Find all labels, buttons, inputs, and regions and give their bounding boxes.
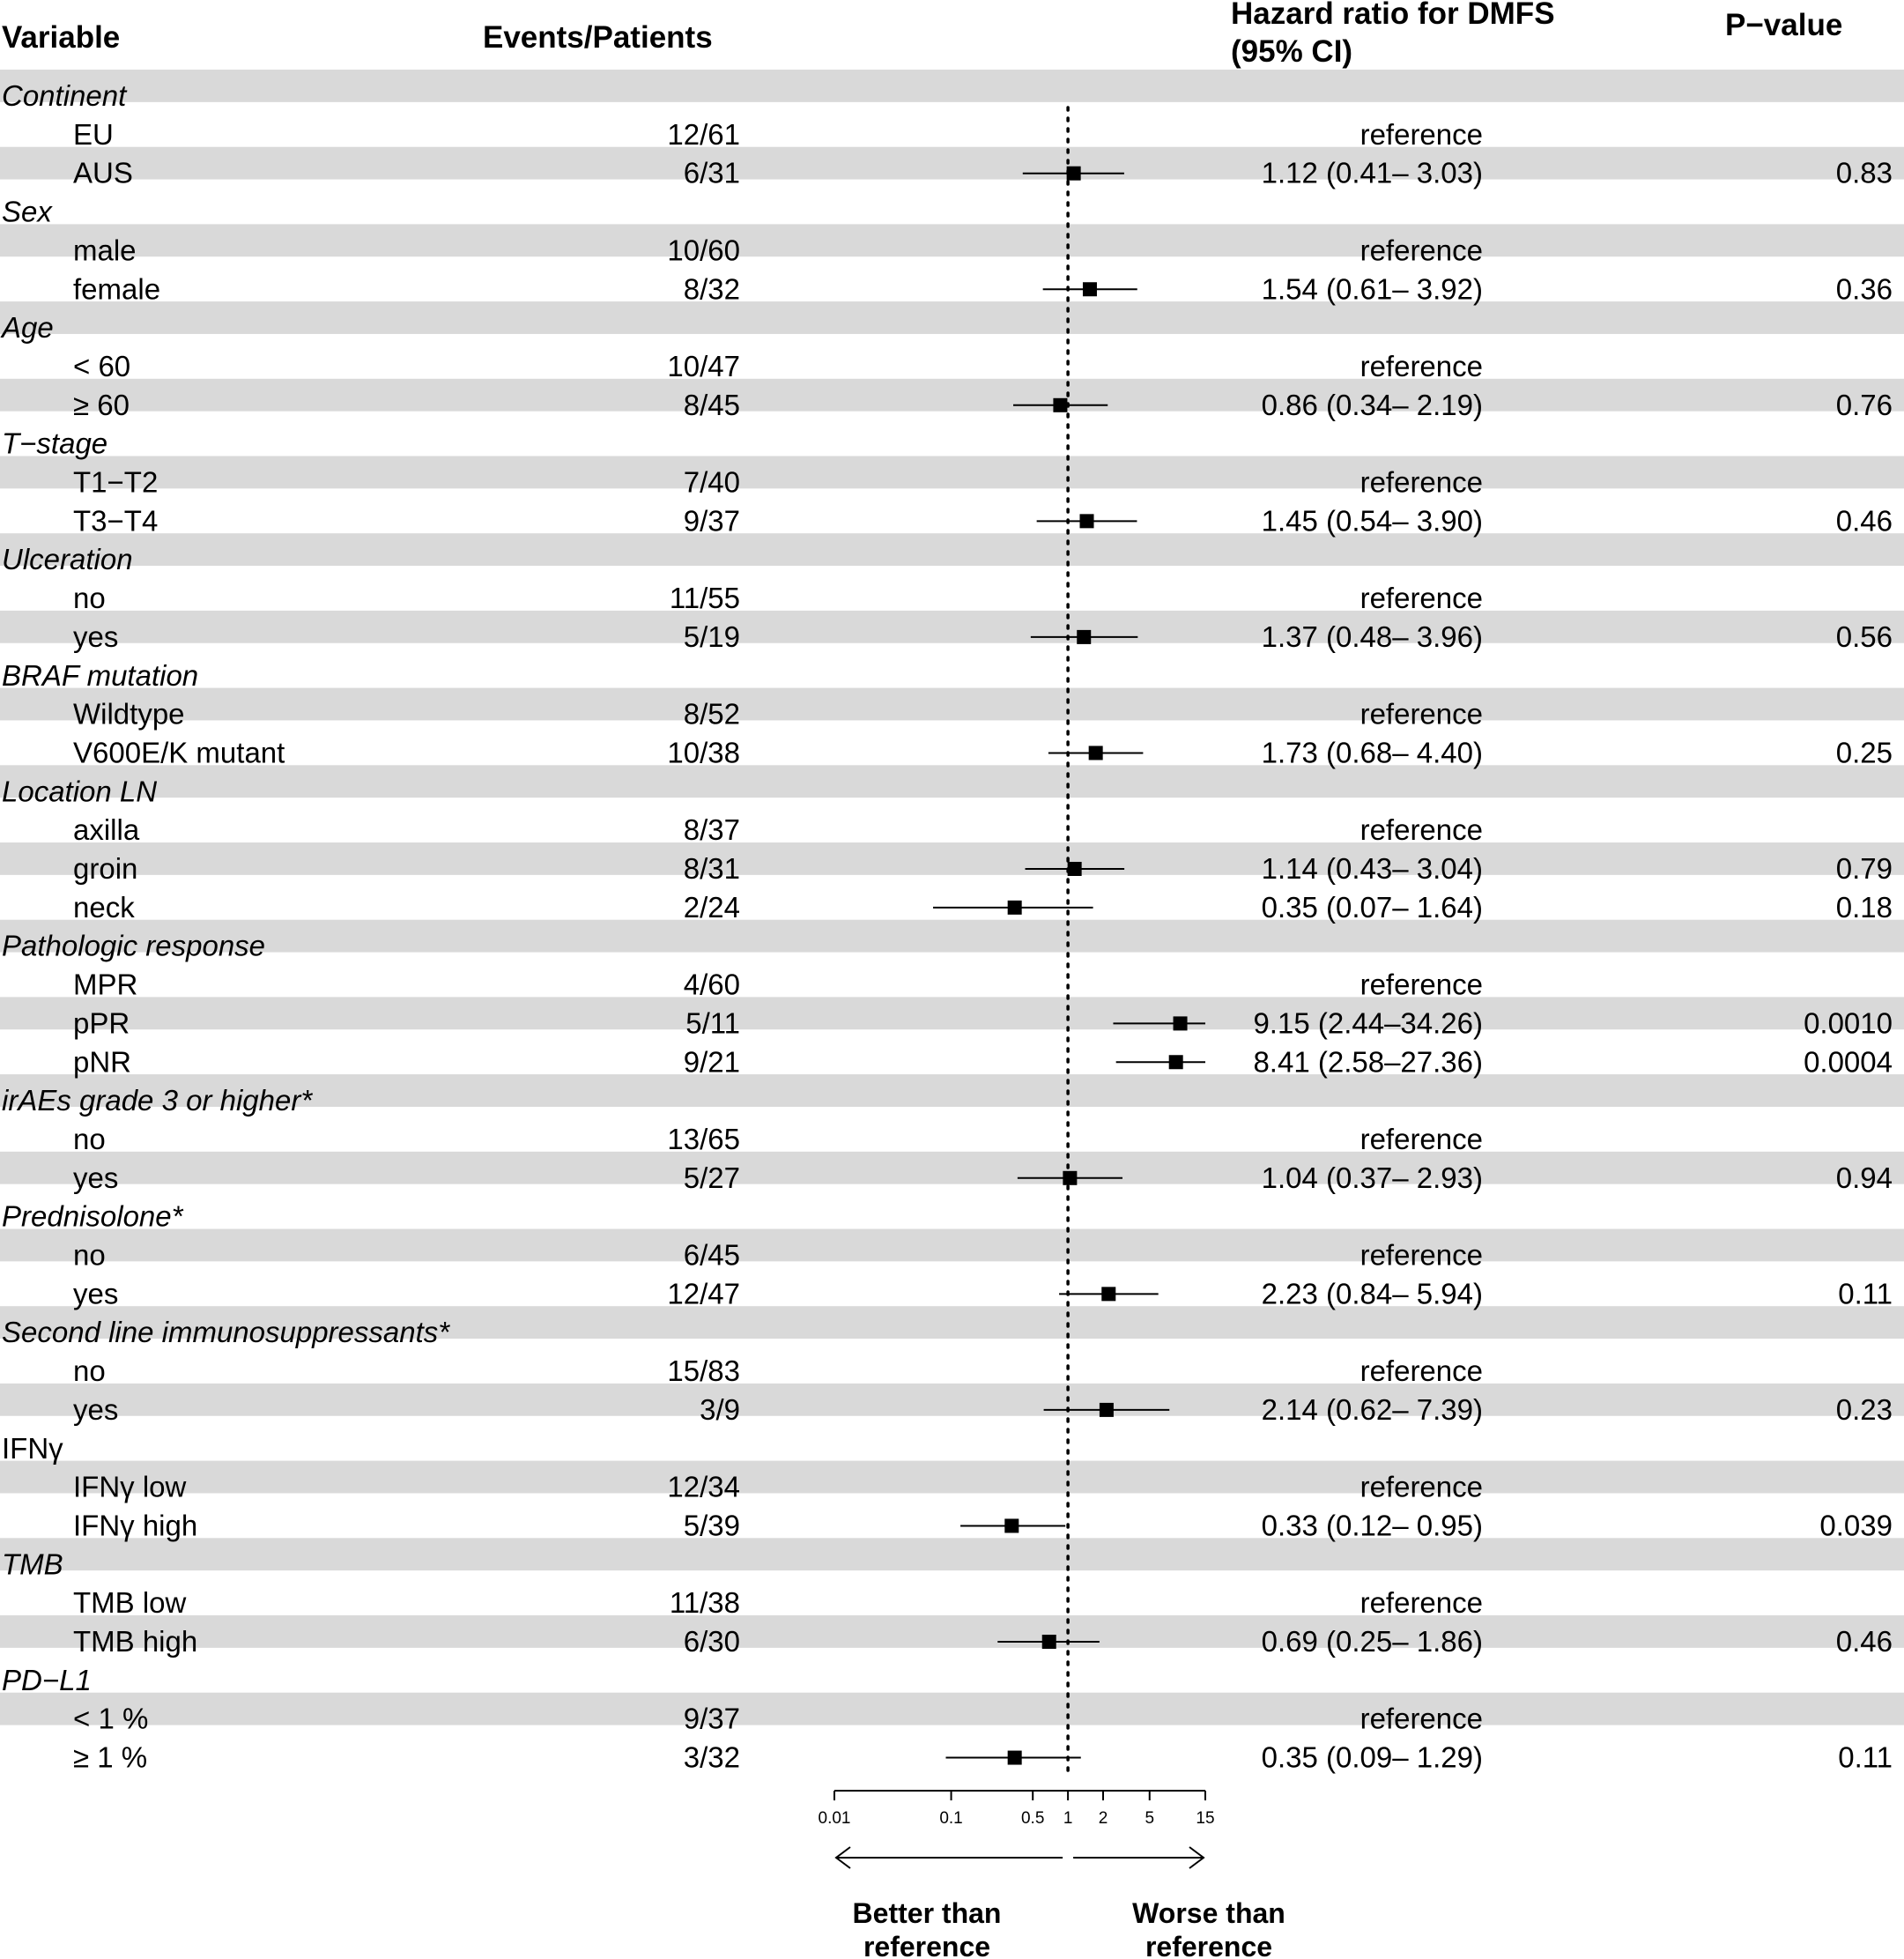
group-label: T−stage [2,427,108,460]
row-band [0,1538,1904,1570]
events-cell: 15/83 [667,1354,740,1388]
tick-label: 0.5 [1020,1809,1045,1828]
events-cell: 9/21 [683,1045,740,1079]
group-label: PD−L1 [2,1663,92,1696]
hazard-ratio-cell: 1.45 (0.54– 3.90) [1261,504,1483,538]
hazard-ratio-cell: 0.35 (0.07– 1.64) [1261,890,1483,924]
events-cell: 4/60 [683,968,740,1001]
hr-point [1101,1287,1115,1301]
hazard-ratio-cell: 2.23 (0.84– 5.94) [1261,1277,1483,1310]
hazard-ratio-cell: 0.86 (0.34– 2.19) [1261,388,1483,421]
row-label: T3−T4 [73,504,159,538]
hazard-ratio-cell: reference [1359,813,1483,847]
events-cell: 11/55 [669,582,740,615]
hr-point [1053,398,1067,412]
pvalue-cell: 0.0004 [1804,1045,1893,1079]
row-label: IFNγ low [73,1470,187,1503]
hr-point [1089,746,1103,760]
events-cell: 7/40 [683,465,740,499]
events-cell: 5/39 [683,1509,740,1542]
events-cell: 13/65 [667,1122,740,1155]
group-label: IFNγ [2,1431,63,1465]
group-label: Ulceration [2,543,133,576]
hr-point [1077,630,1091,644]
events-cell: 10/47 [667,349,740,382]
better-label-line2: reference [863,1931,991,1959]
events-cell: 8/52 [683,697,740,731]
hazard-ratio-cell: reference [1359,234,1483,267]
hazard-ratio-cell: 1.04 (0.37– 2.93) [1261,1161,1483,1194]
hazard-ratio-cell: reference [1359,1470,1483,1503]
row-label: MPR [73,968,138,1001]
hazard-ratio-cell: reference [1359,117,1483,151]
events-cell: 2/24 [683,890,740,924]
hr-point [1063,1171,1077,1185]
worse-label-line2: reference [1145,1931,1273,1959]
pvalue-cell: 0.46 [1835,504,1893,538]
row-label: Wildtype [73,697,185,731]
events-cell: 11/38 [669,1586,740,1620]
hazard-ratio-cell: 0.33 (0.12– 0.95) [1261,1509,1483,1542]
tick-label: 2 [1098,1809,1108,1828]
pvalue-cell: 0.94 [1835,1161,1893,1194]
group-label: Pathologic response [2,929,266,962]
row-label: no [73,1122,106,1155]
worse-arrow [1073,1847,1204,1868]
hazard-ratio-cell: reference [1359,1238,1483,1272]
row-label: V600E/K mutant [73,736,285,769]
events-cell: 3/9 [700,1392,740,1426]
row-label: yes [73,1161,119,1194]
events-cell: 6/31 [683,156,740,189]
row-band [0,765,1904,798]
events-cell: 6/45 [683,1238,740,1272]
events-cell: 9/37 [683,1702,740,1735]
hazard-ratio-cell: 2.14 (0.62– 7.39) [1261,1392,1483,1426]
events-cell: 8/45 [683,388,740,421]
hr-point [1067,167,1081,181]
group-label: Sex [2,195,52,228]
pvalue-cell: 0.76 [1835,388,1893,421]
row-label: TMB low [73,1586,187,1620]
row-band [0,920,1904,953]
tick-label: 15 [1196,1809,1215,1828]
row-label: EU [73,117,114,151]
hazard-ratio-cell: 8.41 (2.58–27.36) [1253,1045,1483,1079]
pvalue-cell: 0.23 [1835,1392,1893,1426]
row-label: male [73,234,137,267]
hazard-ratio-cell: reference [1359,1354,1483,1388]
hazard-ratio-cell: 1.54 (0.61– 3.92) [1261,272,1483,306]
hazard-ratio-cell: reference [1359,349,1483,382]
events-cell: 8/32 [683,272,740,306]
row-label: TMB high [73,1625,198,1658]
pvalue-cell: 0.0010 [1804,1006,1893,1040]
row-band [0,1615,1904,1648]
tick-label: 0.1 [939,1809,963,1828]
row-band [0,456,1904,489]
row-label: no [73,582,106,615]
row-band [0,842,1904,875]
hr-point [1169,1055,1183,1069]
row-band [0,70,1904,102]
group-label: irAEs grade 3 or higher* [2,1084,313,1117]
hazard-ratio-cell: reference [1359,465,1483,499]
hazard-ratio-cell: reference [1359,1702,1483,1735]
events-cell: 10/38 [667,736,740,769]
hr-point [1004,1518,1019,1532]
hazard-ratio-cell: reference [1359,1122,1483,1155]
tick-label: 5 [1145,1809,1155,1828]
row-label: groin [73,852,138,885]
hazard-ratio-cell: reference [1359,1586,1483,1620]
row-label: yes [73,1277,119,1310]
row-band [0,224,1904,256]
header-variable: Variable [2,20,121,55]
row-label: pPR [73,1006,130,1040]
row-label: no [73,1354,106,1388]
row-label: axilla [73,813,140,847]
events-cell: 12/47 [667,1277,740,1310]
hazard-ratio-cell: 1.12 (0.41– 3.03) [1261,156,1483,189]
hazard-ratio-cell: reference [1359,697,1483,731]
header-pvalue: P−value [1725,8,1843,42]
pvalue-cell: 0.18 [1835,890,1893,924]
hazard-ratio-cell: 0.35 (0.09– 1.29) [1261,1740,1483,1774]
events-cell: 8/37 [683,813,740,847]
tick-label: 1 [1063,1809,1073,1828]
row-band [0,1229,1904,1262]
hazard-ratio-cell: 1.73 (0.68– 4.40) [1261,736,1483,769]
row-label: ≥ 1 % [73,1740,148,1774]
row-label: neck [73,890,135,924]
row-band [0,147,1904,180]
row-band [0,688,1904,721]
row-band [0,379,1904,412]
events-cell: 3/32 [683,1740,740,1774]
tick-label: 0.01 [818,1809,851,1828]
row-label: pNR [73,1045,132,1079]
events-cell: 5/11 [685,1006,740,1040]
group-label: Continent [2,79,127,112]
events-cell: 6/30 [683,1625,740,1658]
row-band [0,301,1904,334]
header-events: Events/Patients [483,20,713,55]
events-cell: 9/37 [683,504,740,538]
pvalue-cell: 0.46 [1835,1625,1893,1658]
hr-point [1083,282,1097,296]
events-cell: 10/60 [667,234,740,267]
events-cell: 8/31 [683,852,740,885]
header-hazard-ratio-line1: Hazard ratio for DMFS [1231,0,1555,31]
events-cell: 12/61 [667,117,740,151]
row-band [0,1384,1904,1416]
better-arrow [836,1847,1063,1868]
pvalue-cell: 0.039 [1819,1509,1893,1542]
better-label-line1: Better than [852,1897,1002,1929]
hazard-ratio-cell: 0.69 (0.25– 1.86) [1261,1625,1483,1658]
group-label: Prednisolone* [2,1199,183,1233]
hazard-ratio-cell: 1.37 (0.48– 3.96) [1261,620,1483,653]
group-label: BRAF mutation [2,658,199,692]
hazard-ratio-cell: reference [1359,968,1483,1001]
row-label: AUS [73,156,133,189]
row-label: no [73,1238,106,1272]
row-label: T1−T2 [73,465,159,499]
row-label: < 60 [73,349,131,382]
row-band [0,997,1904,1029]
group-label: Location LN [2,775,158,808]
hr-point [1174,1016,1188,1030]
row-label: ≥ 60 [73,388,130,421]
hazard-ratio-cell: 9.15 (2.44–34.26) [1253,1006,1483,1040]
x-axis [819,1791,1215,1868]
hr-point [1042,1635,1056,1649]
row-label: yes [73,1392,119,1426]
row-band [0,533,1904,566]
pvalue-cell: 0.11 [1838,1740,1893,1774]
row-bands [0,70,1904,1725]
pvalue-cell: 0.36 [1835,272,1893,306]
events-cell: 12/34 [667,1470,740,1503]
hr-point [1068,862,1082,876]
pvalue-cell: 0.11 [1838,1277,1893,1310]
row-label: female [73,272,161,306]
row-band [0,1152,1904,1184]
hazard-ratio-cell: reference [1359,582,1483,615]
hr-point [1079,514,1093,528]
row-label: < 1 % [73,1702,149,1735]
pvalue-cell: 0.79 [1835,852,1893,885]
events-cell: 5/27 [683,1161,740,1194]
pvalue-cell: 0.25 [1835,736,1893,769]
hr-point [1008,1751,1022,1765]
hazard-ratio-cell: 1.14 (0.43– 3.04) [1261,852,1483,885]
group-label: Second line immunosuppressants* [2,1316,450,1349]
row-band [0,1693,1904,1725]
hr-point [1100,1403,1114,1417]
pvalue-cell: 0.83 [1835,156,1893,189]
row-label: yes [73,620,119,653]
row-label: IFNγ high [73,1509,198,1542]
hr-point [1008,901,1022,915]
row-band [0,611,1904,643]
events-cell: 5/19 [683,620,740,653]
worse-label-line1: Worse than [1132,1897,1285,1929]
pvalue-cell: 0.56 [1835,620,1893,653]
row-band [0,1461,1904,1494]
header-hazard-ratio-line2: (95% CI) [1231,34,1353,69]
group-label: TMB [2,1547,63,1581]
group-label: Age [2,311,54,345]
